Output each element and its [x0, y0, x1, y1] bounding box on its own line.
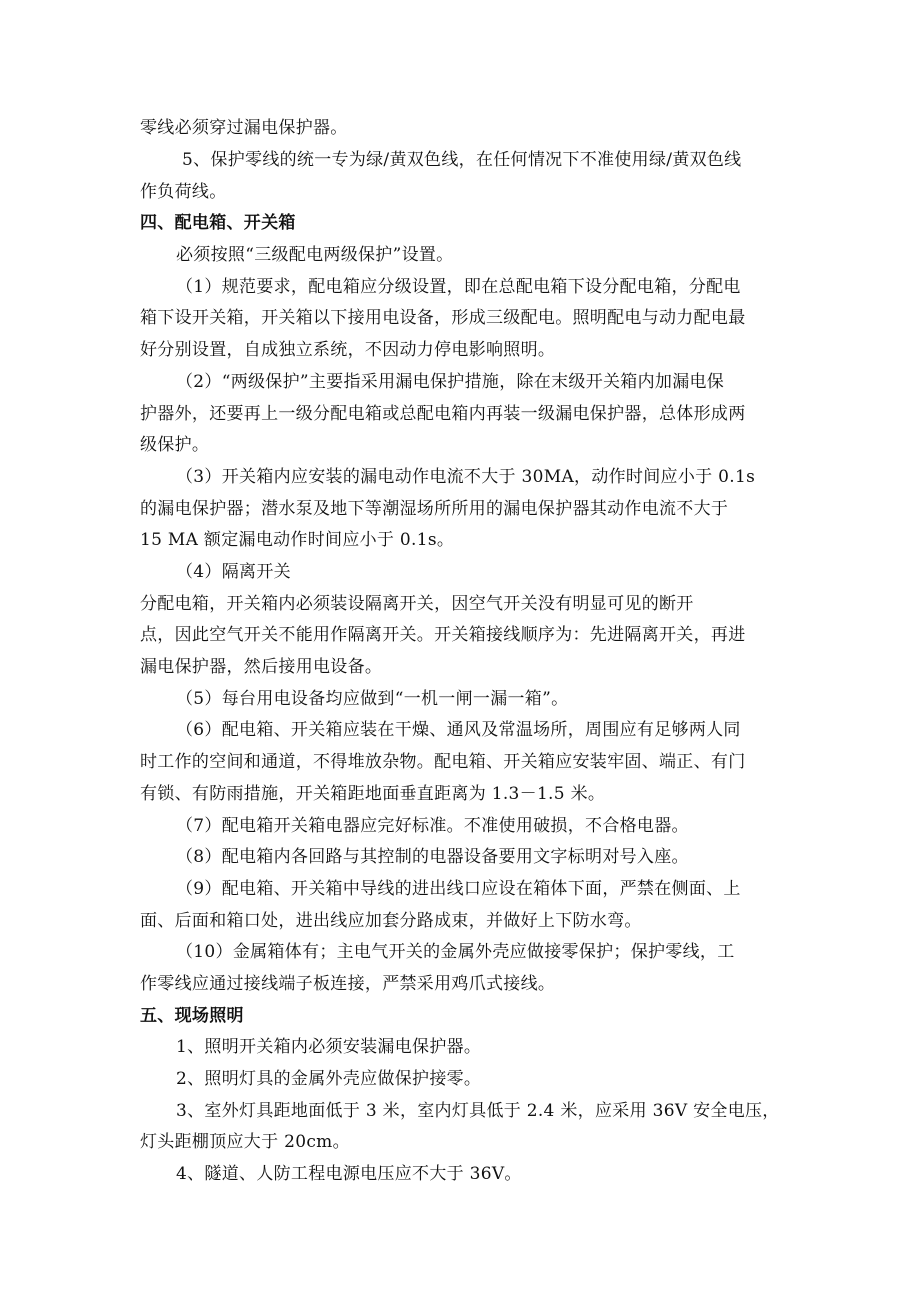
text-line: 必须按照“三级配电两级保护”设置。 [176, 245, 454, 265]
text-line: 5、保护零线的统一专为绿/黄双色线，在任何情况下不准使用绿/黄双色线 [182, 150, 742, 170]
text-line: （9）配电箱、开关箱中导线的进出线口应设在箱体下面，严禁在侧面、上 [176, 879, 741, 899]
text-line: 点，因此空气开关不能用作隔离开关。开关箱接线顺序为：先进隔离开关，再进 [140, 625, 746, 645]
text-line: 零线必须穿过漏电保护器。 [140, 118, 348, 138]
text-line: （1）规范要求，配电箱应分级设置，即在总配电箱下设分配电箱，分配电 [176, 277, 741, 297]
text-line: （5）每台用电设备均应做到“一机一闸一漏一箱”。 [176, 689, 569, 709]
text-line: 分配电箱，开关箱内必须装设隔离开关，因空气开关没有明显可见的断开 [140, 594, 694, 614]
text-line: 护器外，还要再上一级分配电箱或总配电箱内再装一级漏电保护器，总体形成两 [140, 404, 746, 424]
text-line: （4）隔离开关 [176, 562, 291, 582]
text-line: 4、隧道、人防工程电源电压应不大于 36V。 [176, 1164, 522, 1184]
text-line: 灯头距棚顶应大于 20cm。 [140, 1132, 350, 1152]
text-line: （7）配电箱开关箱电器应完好标准。不准使用破损，不合格电器。 [176, 816, 689, 836]
text-line: 有锁、有防雨措施，开关箱距地面垂直距离为 1.3－1.5 米。 [140, 784, 606, 804]
text-line: 好分别设置，自成独立系统，不因动力停电影响照明。 [140, 340, 556, 360]
text-line: （3）开关箱内应安装的漏电动作电流不大于 30MA，动作时间应小于 0.1s [176, 467, 756, 487]
text-line: 面、后面和箱口处，进出线应加套分路成束，并做好上下防水弯。 [140, 911, 642, 931]
section-heading: 四、配电箱、开关箱 [140, 213, 296, 233]
text-line: 的漏电保护器；潜水泵及地下等潮湿场所所用的漏电保护器其动作电流不大于 [140, 499, 729, 519]
section-heading: 五、现场照明 [140, 1006, 244, 1026]
text-line: （10）金属箱体有；主电气开关的金属外壳应做接零保护；保护零线，工 [176, 942, 735, 962]
text-line: 级保护。 [140, 435, 210, 455]
text-line: 2、照明灯具的金属外壳应做保护接零。 [176, 1069, 482, 1089]
text-line: 作负荷线。 [140, 182, 227, 202]
text-line: 漏电保护器，然后接用电设备。 [140, 657, 383, 677]
text-line: 箱下设开关箱，开关箱以下接用电设备，形成三级配电。照明配电与动力配电最 [140, 308, 746, 328]
text-line: （2）“两级保护”主要指采用漏电保护措施，除在末级开关箱内加漏电保 [176, 372, 725, 392]
text-line: 3、室外灯具距地面低于 3 米，室内灯具低于 2.4 米，应采用 36V 安全电压， [176, 1101, 780, 1121]
text-line: （6）配电箱、开关箱应装在干燥、通风及常温场所，周围应有足够两人同 [176, 720, 741, 740]
text-line: 15 MA 额定漏电动作时间应小于 0.1s。 [140, 530, 455, 550]
text-line: （8）配电箱内各回路与其控制的电器设备要用文字标明对号入座。 [176, 847, 689, 867]
text-line: 1、照明开关箱内必须安装漏电保护器。 [176, 1037, 482, 1057]
text-line: 时工作的空间和通道，不得堆放杂物。配电箱、开关箱应安装牢固、端正、有门 [140, 752, 746, 772]
text-line: 作零线应通过接线端子板连接，严禁采用鸡爪式接线。 [140, 974, 556, 994]
